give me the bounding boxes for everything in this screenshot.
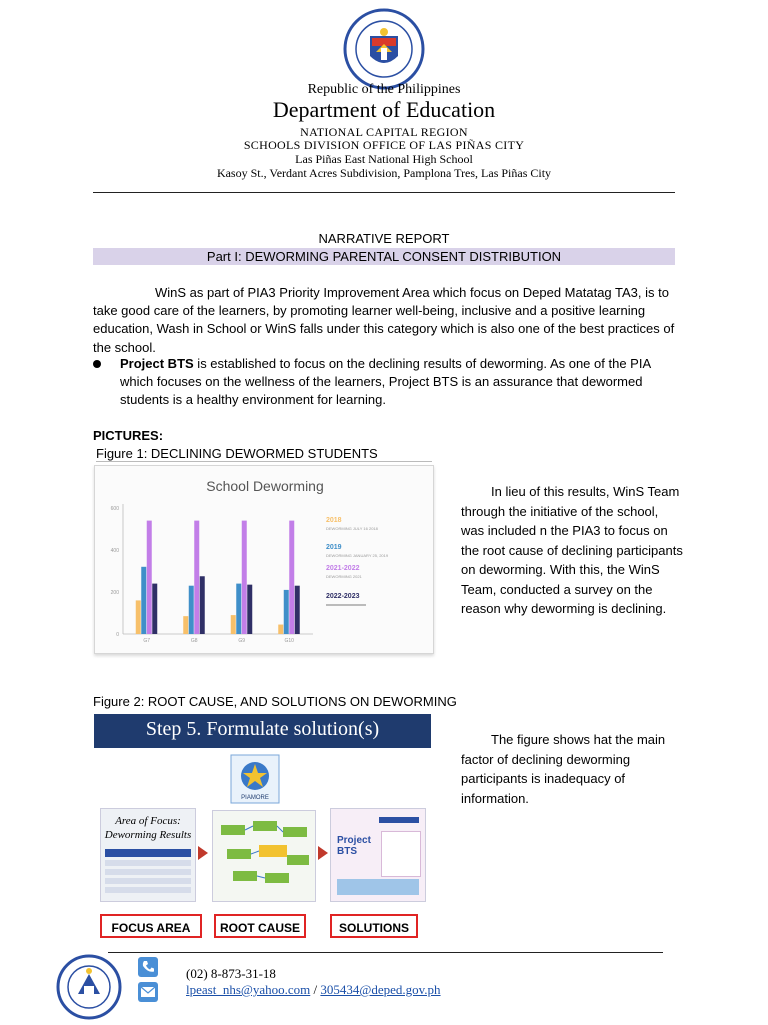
footer-divider <box>108 952 663 953</box>
project-bts-bold: Project BTS <box>120 356 194 371</box>
legend-sublabel: DEWORMING 2021 <box>326 574 362 579</box>
bar-g10-2018 <box>278 625 283 634</box>
header-region: NATIONAL CAPITAL REGION <box>300 125 468 139</box>
deped-seal-logo <box>343 8 425 90</box>
email-separator: / <box>310 982 321 997</box>
bar-g7-2021-2022 <box>147 521 152 634</box>
solutions-button: SOLUTIONS <box>330 914 418 938</box>
y-tick-label: 400 <box>110 548 119 554</box>
solutions-poster-panel <box>330 808 426 902</box>
focus-table-row <box>105 869 191 875</box>
legend-label: 2019 <box>326 544 342 551</box>
bar-g10-2021-2022 <box>289 521 294 634</box>
x-tick-label: G10 <box>284 638 294 644</box>
figure1-label: Figure 1: DECLINING DEWORMED STUDENTS <box>96 446 378 461</box>
focus-table-row <box>105 878 191 884</box>
piamore-logo <box>230 754 280 804</box>
figure1-label-underline <box>96 461 432 462</box>
header-division: SCHOOLS DIVISION OFFICE OF LAS PIÑAS CITY <box>243 138 525 152</box>
intro-paragraph: WinS as part of PIA3 Priority Improvement Area which focus on Deped Matatag TA3, is to take good care of the learners, by promoting learner well-being, inclusive and a positive learning education, Wash in School or WinS falls under this category which is also one of the best practices of the school. <box>93 285 675 355</box>
mail-icon <box>138 982 158 1002</box>
bar-g9-2022-2023 <box>247 585 252 634</box>
legend-sublabel: DEWORMING JANUARY 25, 2019 <box>326 553 389 558</box>
report-title: NARRATIVE REPORT <box>318 231 450 246</box>
poster-text-box <box>381 831 421 877</box>
bar-g8-2022-2023 <box>200 576 205 634</box>
y-tick-label: 600 <box>110 506 119 512</box>
legend-label: 2022-2023 <box>326 593 360 600</box>
part-title: Part I: DEWORMING PARENTAL CONSENT DISTRIBUTION <box>206 249 562 264</box>
arrow-right-icon <box>318 846 328 860</box>
bar-g10-2019 <box>284 590 289 634</box>
bar-g8-2018 <box>183 616 188 634</box>
root-cause-panel <box>212 810 316 902</box>
school-seal-logo <box>56 954 122 1020</box>
x-tick-label: G7 <box>143 638 151 644</box>
header-department: Department of Education <box>272 97 496 122</box>
bar-g8-2019 <box>189 586 194 634</box>
bar-g9-2019 <box>236 584 241 634</box>
project-bts-text: is established to focus on the declining results of deworming. As one of the PIA which focuses on the wellness of the learners, Project BTS is an assurance that dewormed students is a healthy environment for learning. <box>120 356 651 408</box>
legend-sublabel: DEWORMING JULY 16 2018 <box>326 526 378 531</box>
figure2-label: Figure 2: ROOT CAUSE, AND SOLUTIONS ON DEWORMING <box>93 694 457 709</box>
x-tick-label: G8 <box>190 638 198 644</box>
deworming-chart-svg <box>95 466 433 653</box>
poster-heading-bar <box>379 817 419 823</box>
arrow-right-icon <box>198 846 208 860</box>
header-address: Kasoy St., Verdant Acres Subdivision, Pamplona Tres, Las Piñas City <box>216 166 552 180</box>
header-republic: Republic of the Philippines <box>307 82 461 97</box>
step5-banner-text: Step 5. Formulate solution(s) <box>145 718 380 740</box>
footer-emails <box>186 982 441 998</box>
bar-g9-2018 <box>231 615 236 634</box>
figure1-description: In lieu of this results, WinS Team through the initiative of the school, was included n the PIA3 to focus on the root cause of declining participants on deworming. With this, the WinS Team, conducted a survey on the reason why deworming is declining. <box>461 484 683 616</box>
focus-area-button: FOCUS AREA <box>100 914 202 938</box>
x-tick-label: G9 <box>238 638 246 644</box>
focus-area-title-line1: Area of Focus: <box>115 815 181 827</box>
root-cause-button: ROOT CAUSE <box>214 914 306 938</box>
piamore-logo-caption: PIAMORE <box>241 795 269 801</box>
project-bts-paragraph <box>120 355 676 410</box>
y-tick-label: 0 <box>116 632 119 638</box>
figure1-chart <box>94 465 434 654</box>
chart-title: School Deworming <box>206 478 324 494</box>
focus-table-header <box>105 849 191 857</box>
bar-g7-2019 <box>141 567 146 634</box>
header-divider <box>93 192 675 193</box>
poster-footer-bar <box>337 879 419 895</box>
email-link-deped[interactable]: 305434@deped.gov.ph <box>320 982 441 997</box>
project-bts-poster-title: Project BTS <box>337 835 371 857</box>
bar-g10-2022-2023 <box>295 586 300 634</box>
bar-g9-2021-2022 <box>242 521 247 634</box>
legend-label: 2018 <box>326 517 342 524</box>
legend-label: 2021-2022 <box>326 565 360 572</box>
bullet-icon <box>93 360 101 368</box>
focus-table-row <box>105 887 191 893</box>
phone-icon <box>138 957 158 977</box>
figure2-description: The figure shows hat the main factor of declining deworming participants is inadequacy of information. <box>461 732 666 806</box>
focus-area-panel <box>100 808 196 902</box>
pictures-heading: PICTURES: <box>93 428 164 443</box>
figure2-image <box>94 714 431 942</box>
bar-g7-2018 <box>136 600 141 634</box>
bar-g7-2022-2023 <box>152 584 157 634</box>
y-tick-label: 200 <box>110 590 119 596</box>
focus-area-title-line2: Deworming Results <box>104 829 192 841</box>
footer-phone: (02) 8-873-31-18 <box>186 966 276 981</box>
header-school: Las Piñas East National High School <box>295 152 473 166</box>
focus-table-row <box>105 860 191 866</box>
bar-g8-2021-2022 <box>194 521 199 634</box>
email-link-yahoo[interactable]: lpeast_nhs@yahoo.com <box>186 982 311 997</box>
